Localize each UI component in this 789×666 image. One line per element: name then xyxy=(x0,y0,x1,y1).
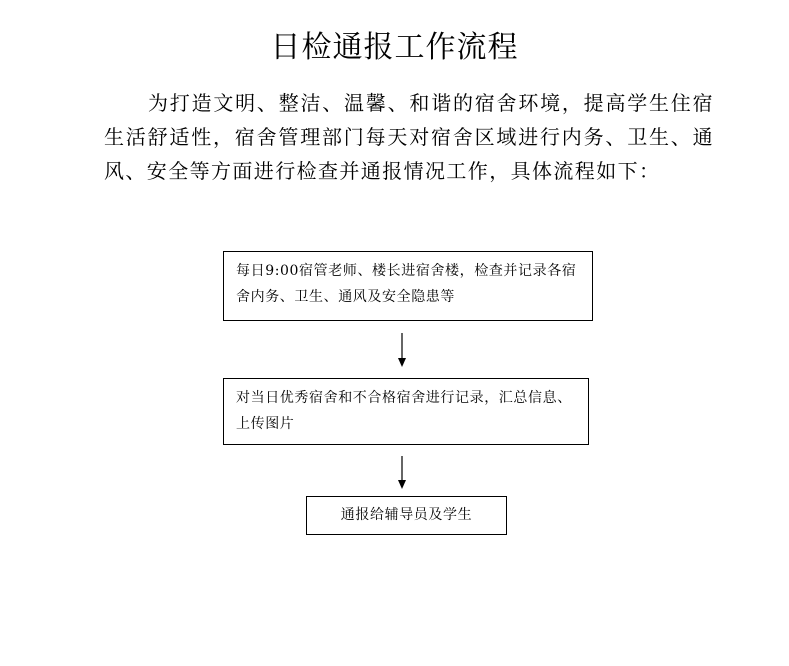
arrow-step1-to-step2 xyxy=(398,333,406,367)
flow-step-notify: 通报给辅导员及学生 xyxy=(306,496,507,535)
page-title: 日检通报工作流程 xyxy=(270,30,519,65)
flow-step-record: 对当日优秀宿舍和不合格宿舍进行记录，汇总信息、上传图片 xyxy=(223,378,589,445)
arrow-step2-to-step3 xyxy=(398,456,406,489)
intro-paragraph: 为打造文明、整洁、温馨、和谐的宿舍环境，提高学生住宿生活舒适性，宿舍管理部门每天对宿舍区域进行内务、卫生、通风、安全等方面进行检查并通报情况工作，具体流程如下： xyxy=(104,91,714,183)
flow-step-inspection: 每日9:00宿管老师、楼长进宿舍楼，检查并记录各宿舍内务、卫生、通风及安全隐患等 xyxy=(223,251,593,321)
